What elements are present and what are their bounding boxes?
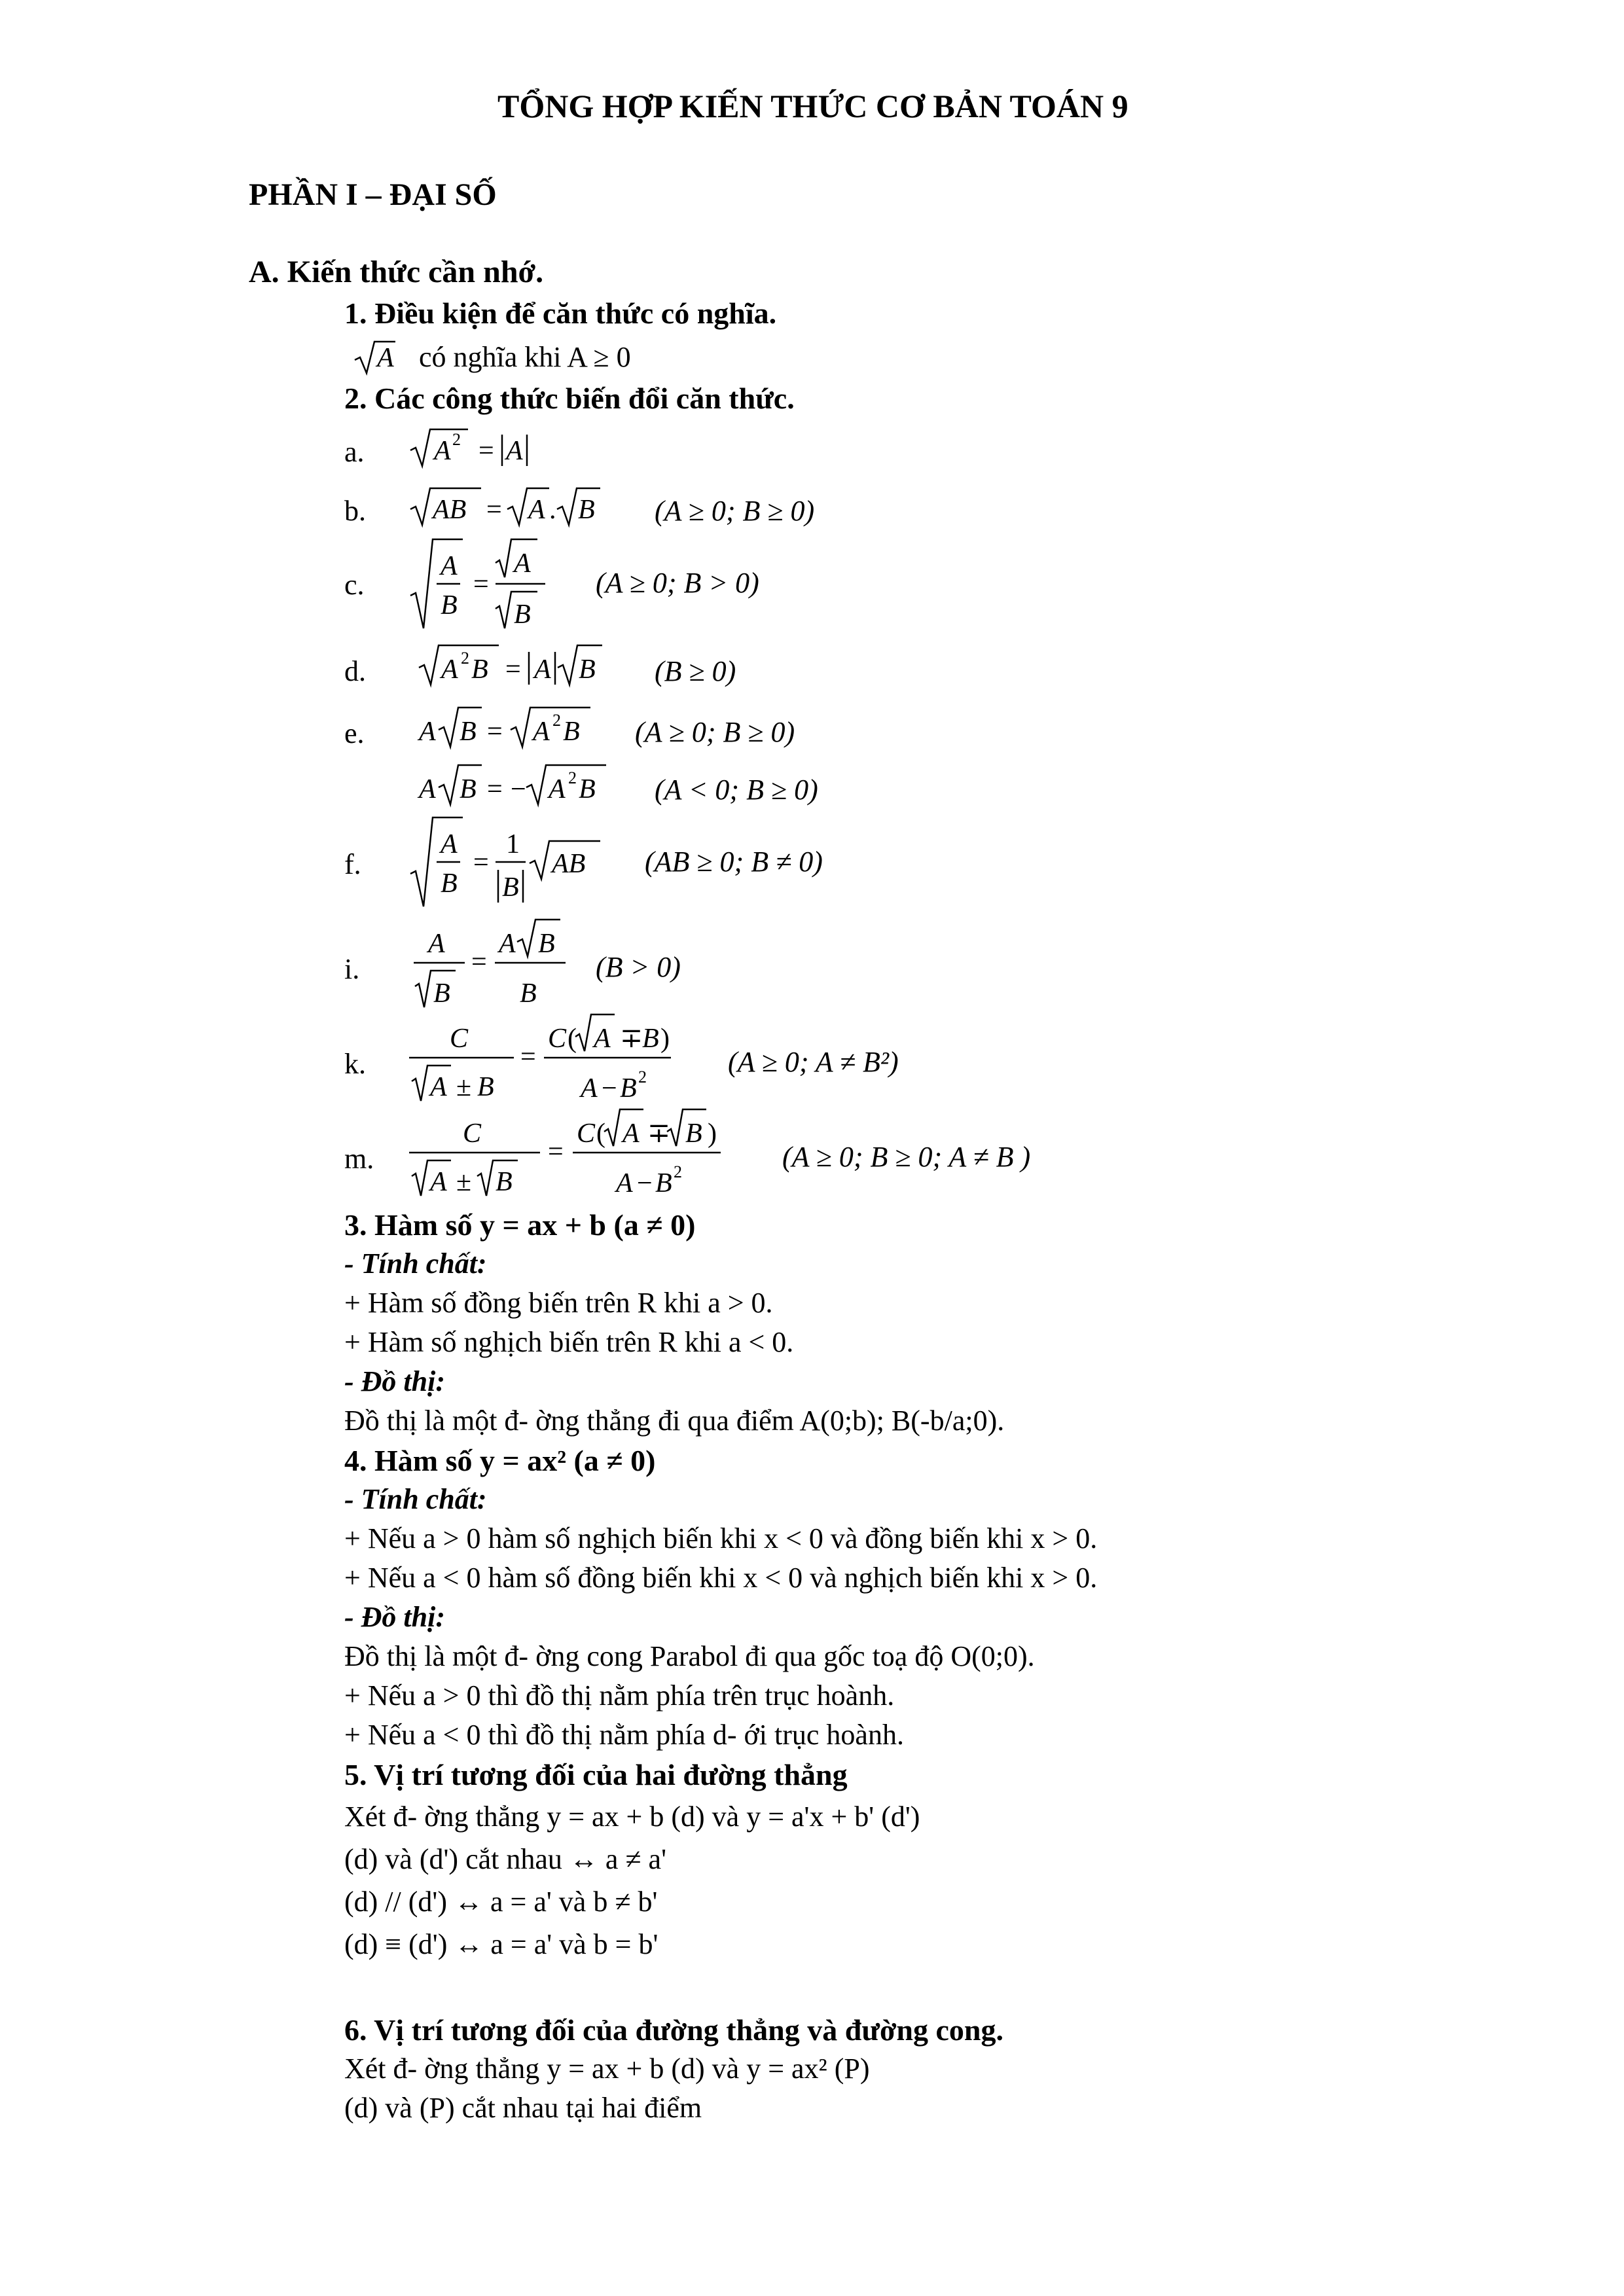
section-3-property-1: + Hàm số đồng biến trên R khi a > 0. xyxy=(344,1287,773,1319)
label-a: a. xyxy=(344,436,365,468)
condition-i: (B > 0) xyxy=(596,951,681,983)
formula-b xyxy=(409,484,645,533)
label-c: c. xyxy=(344,569,365,601)
svg-text:A: A xyxy=(441,829,458,859)
label-m: m. xyxy=(344,1143,374,1175)
svg-text:C: C xyxy=(577,1119,596,1149)
svg-text:A: A xyxy=(581,1073,598,1103)
section-1-text: có nghĩa khi A ≥ 0 xyxy=(419,341,631,373)
svg-text:A: A xyxy=(430,1167,447,1197)
svg-text:A: A xyxy=(549,774,566,804)
condition-e1: (A ≥ 0; B ≥ 0) xyxy=(635,716,795,748)
svg-text:B: B xyxy=(520,978,537,1009)
section-3-property-label: - Tính chất: xyxy=(344,1247,487,1280)
section-3-graph-label: - Đồ thị: xyxy=(344,1365,445,1397)
svg-text:B: B xyxy=(471,655,488,685)
svg-text:A: A xyxy=(514,548,531,579)
svg-text:B: B xyxy=(460,774,477,804)
svg-text:A: A xyxy=(419,717,436,747)
svg-text:2: 2 xyxy=(674,1162,682,1181)
section-5-heading: 5. Vị trí tương đối của hai đường thẳng xyxy=(344,1758,848,1791)
formula-e2 xyxy=(419,761,628,814)
section-6-line-1: Xét đ- ờng thẳng y = ax + b (d) và y = ax² (P) xyxy=(344,2053,870,2085)
section-4-graph-3: + Nếu a < 0 thì đồ thị nằm phía d- ới trục hoành. xyxy=(344,1719,904,1751)
svg-text:B: B xyxy=(655,1168,672,1198)
svg-text:B: B xyxy=(579,655,596,685)
svg-text:B: B xyxy=(579,774,596,804)
svg-text:B: B xyxy=(433,978,450,1009)
section-5-line-3: (d) // (d') ↔ a = a' và b ≠ b' xyxy=(344,1886,658,1918)
section-5-line-4: (d) ≡ (d') ↔ a = a' và b = b' xyxy=(344,1928,659,1960)
svg-text:B: B xyxy=(502,872,519,903)
section-6-heading: 6. Vị trí tương đối của đường thẳng và đường cong. xyxy=(344,2013,1003,2047)
svg-text:C: C xyxy=(450,1024,469,1054)
svg-text:A: A xyxy=(434,436,451,466)
condition-k: (A ≥ 0; A ≠ B²) xyxy=(728,1046,899,1078)
svg-text:C: C xyxy=(548,1024,567,1054)
svg-text:A: A xyxy=(533,717,550,747)
label-e: e. xyxy=(344,717,365,749)
svg-text:=: = xyxy=(487,717,503,747)
svg-text:A: A xyxy=(616,1168,633,1198)
formula-a xyxy=(409,425,553,475)
svg-text:A: A xyxy=(499,929,516,959)
svg-text:AB: AB xyxy=(552,849,586,879)
section-3-property-2: + Hàm số nghịch biến trên R khi a < 0. xyxy=(344,1326,794,1358)
svg-text:AB: AB xyxy=(433,495,467,525)
svg-text:2: 2 xyxy=(568,768,577,787)
svg-text:B: B xyxy=(563,717,580,747)
section-6-line-2: (d) và (P) cắt nhau tại hai điểm xyxy=(344,2092,702,2124)
section-2-heading: 2. Các công thức biến đổi căn thức. xyxy=(344,382,795,415)
section-5-line-2: (d) và (d') cắt nhau ↔ a ≠ a' xyxy=(344,1843,667,1875)
formula-e1 xyxy=(419,704,615,756)
condition-b: (A ≥ 0; B ≥ 0) xyxy=(655,495,815,527)
svg-text:A: A xyxy=(441,655,458,685)
svg-text:B: B xyxy=(578,495,595,525)
section-4-property-label: - Tính chất: xyxy=(344,1483,487,1515)
svg-text:=: = xyxy=(473,848,489,878)
section-4-property-1: + Nếu a > 0 hàm số nghịch biến khi x < 0 và đồng biến khi x > 0. xyxy=(344,1522,1098,1554)
svg-text:B: B xyxy=(496,1167,513,1197)
section-3-heading: 3. Hàm số y = ax + b (a ≠ 0) xyxy=(344,1208,696,1242)
svg-text:A: A xyxy=(419,774,436,804)
svg-text:): ) xyxy=(708,1119,717,1149)
formula-f xyxy=(409,815,625,916)
condition-e2: (A < 0; B ≥ 0) xyxy=(655,774,818,806)
formula-k xyxy=(409,1008,710,1116)
section-4-graph-1: Đồ thị là một đ- ờng cong Parabol đi qua gốc toạ độ O(0;0). xyxy=(344,1640,1035,1672)
svg-text:−: − xyxy=(511,774,526,804)
svg-text:=: = xyxy=(520,1042,536,1072)
label-k: k. xyxy=(344,1048,366,1080)
label-b: b. xyxy=(344,495,366,527)
svg-text:B: B xyxy=(460,717,477,747)
svg-text:.: . xyxy=(549,495,556,525)
svg-text:B: B xyxy=(441,869,458,899)
svg-text:B: B xyxy=(685,1119,702,1149)
formula-c xyxy=(409,537,566,638)
svg-text:B: B xyxy=(642,1024,659,1054)
svg-text:A: A xyxy=(428,929,445,959)
part-heading: PHẦN I – ĐẠI SỐ xyxy=(249,177,497,212)
svg-text:A: A xyxy=(506,436,523,466)
formula-d xyxy=(418,641,627,694)
formula-sqrt-a xyxy=(353,339,399,382)
svg-text:=: = xyxy=(478,436,494,466)
svg-text:B: B xyxy=(477,1072,494,1102)
svg-text:±: ± xyxy=(456,1167,472,1197)
page-title: TỔNG HỢP KIẾN THỨC CƠ BẢN TOÁN 9 xyxy=(497,88,1128,124)
svg-text:=: = xyxy=(505,655,521,685)
svg-text:2: 2 xyxy=(552,711,561,730)
svg-text:2: 2 xyxy=(461,649,469,668)
svg-text:2: 2 xyxy=(452,430,461,449)
svg-text:A: A xyxy=(594,1024,611,1054)
svg-text:∓: ∓ xyxy=(647,1119,671,1149)
svg-text:A: A xyxy=(441,551,458,581)
svg-text:A: A xyxy=(377,343,394,373)
condition-m: (A ≥ 0; B ≥ 0; A ≠ B ) xyxy=(782,1141,1031,1173)
svg-text:(: ( xyxy=(568,1024,577,1054)
svg-text:B: B xyxy=(538,929,555,959)
svg-text:=: = xyxy=(487,774,503,804)
formula-m xyxy=(409,1103,749,1211)
svg-text:=: = xyxy=(471,947,487,977)
svg-text:(: ( xyxy=(596,1119,605,1149)
svg-text:A: A xyxy=(534,655,551,685)
svg-text:B: B xyxy=(441,590,458,620)
svg-text:2: 2 xyxy=(638,1067,647,1086)
label-d: d. xyxy=(344,655,366,687)
svg-text:C: C xyxy=(463,1119,482,1149)
svg-text:−: − xyxy=(637,1168,653,1198)
section-4-graph-2: + Nếu a > 0 thì đồ thị nằm phía trên trục hoành. xyxy=(344,1679,895,1712)
svg-text:A: A xyxy=(528,495,545,525)
section-3-graph-1: Đồ thị là một đ- ờng thẳng đi qua điểm A(0;b); B(-b/a;0). xyxy=(344,1405,1005,1437)
svg-text:−: − xyxy=(602,1073,617,1103)
svg-text:): ) xyxy=(660,1024,670,1054)
svg-text:=: = xyxy=(486,495,502,525)
section-4-property-2: + Nếu a < 0 hàm số đồng biến khi x < 0 và nghịch biến khi x > 0. xyxy=(344,1562,1098,1594)
svg-text:±: ± xyxy=(456,1072,472,1102)
label-i: i. xyxy=(344,953,360,985)
section-1-heading: 1. Điều kiện để căn thức có nghĩa. xyxy=(344,296,777,330)
svg-text:1: 1 xyxy=(506,829,520,859)
section-5-line-1: Xét đ- ờng thẳng y = ax + b (d) và y = a'x + b' (d') xyxy=(344,1801,920,1833)
formula-i xyxy=(414,913,584,1021)
section-4-heading: 4. Hàm số y = ax² (a ≠ 0) xyxy=(344,1444,656,1477)
condition-c: (A ≥ 0; B > 0) xyxy=(596,567,759,599)
svg-text:A: A xyxy=(623,1119,640,1149)
condition-f: (AB ≥ 0; B ≠ 0) xyxy=(645,846,823,878)
svg-text:A: A xyxy=(430,1072,447,1102)
svg-text:B: B xyxy=(514,600,531,630)
svg-text:=: = xyxy=(473,569,489,600)
label-f: f. xyxy=(344,848,361,880)
svg-text:∓: ∓ xyxy=(620,1024,643,1054)
section-4-graph-label: - Đồ thị: xyxy=(344,1601,445,1633)
svg-text:B: B xyxy=(620,1073,637,1103)
condition-d: (B ≥ 0) xyxy=(655,655,736,687)
section-a-heading: A. Kiến thức cần nhớ. xyxy=(249,255,544,289)
svg-text:=: = xyxy=(548,1137,564,1167)
